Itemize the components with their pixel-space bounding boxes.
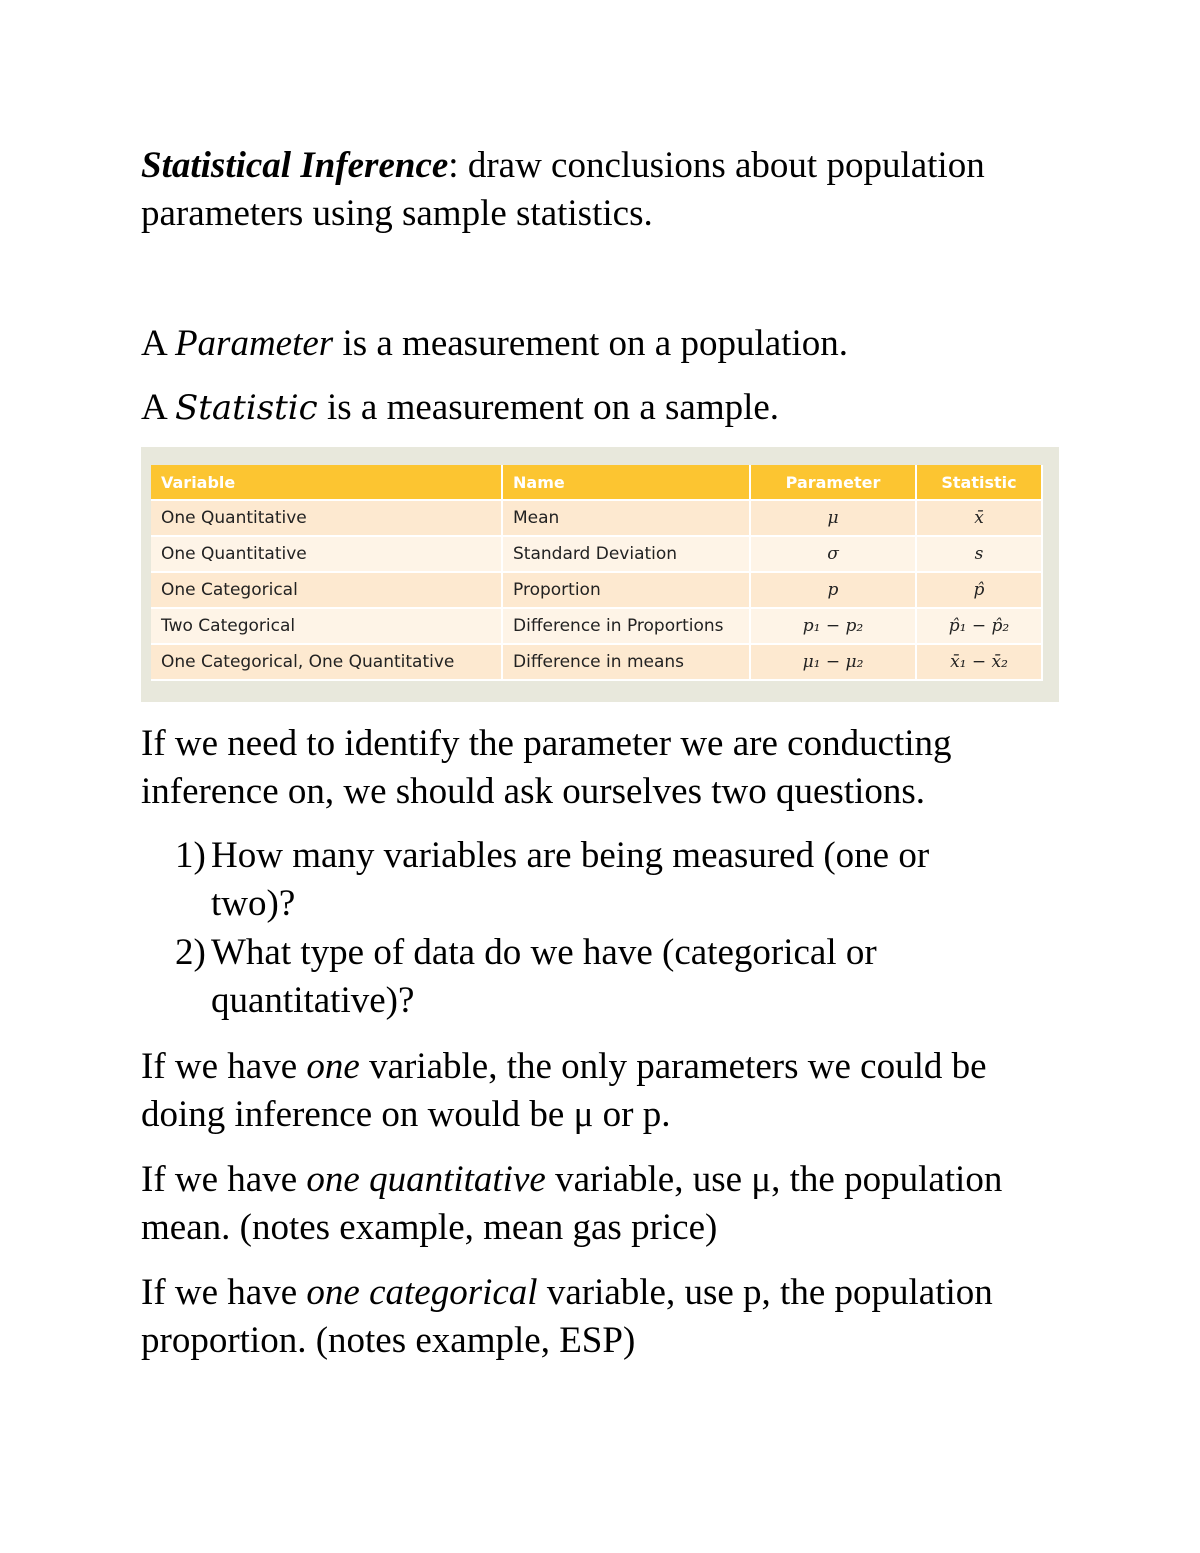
question-list-item xyxy=(175,929,995,1025)
cell-name: Difference in means xyxy=(502,644,750,680)
one-variable-paragraph xyxy=(141,1043,1071,1139)
statistic-term: Statistic xyxy=(174,388,318,428)
cell-variable: Two Categorical xyxy=(151,608,502,644)
cell-variable: One Quantitative xyxy=(151,500,502,536)
parameter-rest: is a measurement on a population. xyxy=(333,323,848,364)
cell-statistic: p̂ xyxy=(916,572,1042,608)
cell-parameter: σ xyxy=(750,536,916,572)
statistic-definition xyxy=(141,384,1071,432)
question-number: 2) xyxy=(175,932,206,973)
cell-statistic: s xyxy=(916,536,1042,572)
cell-parameter: μ₁ − μ₂ xyxy=(750,644,916,680)
cell-name: Difference in Proportions xyxy=(502,608,750,644)
statistic-rest: is a measurement on a sample. xyxy=(317,387,780,428)
cell-parameter: p xyxy=(750,572,916,608)
parameter-definition xyxy=(141,320,1071,368)
table-row xyxy=(151,572,1042,608)
one-quantitative-em: one quantitative xyxy=(306,1159,546,1200)
statistic-prefix: A xyxy=(141,387,175,428)
table-row xyxy=(151,536,1042,572)
parameter-statistic-table xyxy=(151,465,1043,681)
header-variable: Variable xyxy=(151,465,502,500)
cell-parameter: μ xyxy=(750,500,916,536)
intro-definition: : draw conclusions about population parameters using sample statistics. xyxy=(141,145,985,234)
cell-statistic: p̂₁ − p̂₂ xyxy=(916,608,1042,644)
one-categorical-em: one categorical xyxy=(306,1272,538,1313)
parameter-prefix: A xyxy=(141,323,175,364)
header-name: Name xyxy=(502,465,750,500)
question-number: 1) xyxy=(175,835,206,876)
cell-name: Standard Deviation xyxy=(502,536,750,572)
cell-statistic: x̄ xyxy=(916,500,1042,536)
table-row xyxy=(151,500,1042,536)
question-text: What type of data do we have (categorical or quantitative)? xyxy=(211,932,877,1021)
table-row xyxy=(151,644,1042,680)
one-categorical-paragraph xyxy=(141,1269,1071,1365)
cell-variable: One Categorical, One Quantitative xyxy=(151,644,502,680)
cell-name: Proportion xyxy=(502,572,750,608)
one-quantitative-pre: If we have xyxy=(141,1159,307,1200)
cell-variable: One Quantitative xyxy=(151,536,502,572)
one-categorical-post: variable, use p, the population proportion. (notes example, ESP) xyxy=(141,1272,993,1361)
table-row xyxy=(151,608,1042,644)
one-categorical-pre: If we have xyxy=(141,1272,307,1313)
one-variable-em: one xyxy=(306,1046,360,1087)
cell-statistic: x̄₁ − x̄₂ xyxy=(916,644,1042,680)
parameter-statistic-table-frame xyxy=(141,447,1059,702)
header-statistic: Statistic xyxy=(916,465,1042,500)
question-text: How many variables are being measured (one or two)? xyxy=(211,835,930,924)
cell-variable: One Categorical xyxy=(151,572,502,608)
one-variable-pre: If we have xyxy=(141,1046,307,1087)
question-list-item xyxy=(175,832,995,928)
header-parameter: Parameter xyxy=(750,465,916,500)
table-header-row xyxy=(151,465,1042,500)
one-quantitative-paragraph xyxy=(141,1156,1071,1252)
one-quantitative-post: variable, use μ, the population mean. (notes example, mean gas price) xyxy=(141,1159,1003,1248)
intro-term: Statistical Inference xyxy=(141,145,449,186)
identify-paragraph: If we need to identify the parameter we are conducting inference on, we should ask ourselves two questions. xyxy=(141,723,952,812)
cell-name: Mean xyxy=(502,500,750,536)
intro-paragraph xyxy=(141,142,1071,238)
parameter-term: Parameter xyxy=(174,323,334,364)
cell-parameter: p₁ − p₂ xyxy=(750,608,916,644)
one-variable-post: variable, the only parameters we could be doing inference on would be μ or p. xyxy=(141,1046,987,1135)
